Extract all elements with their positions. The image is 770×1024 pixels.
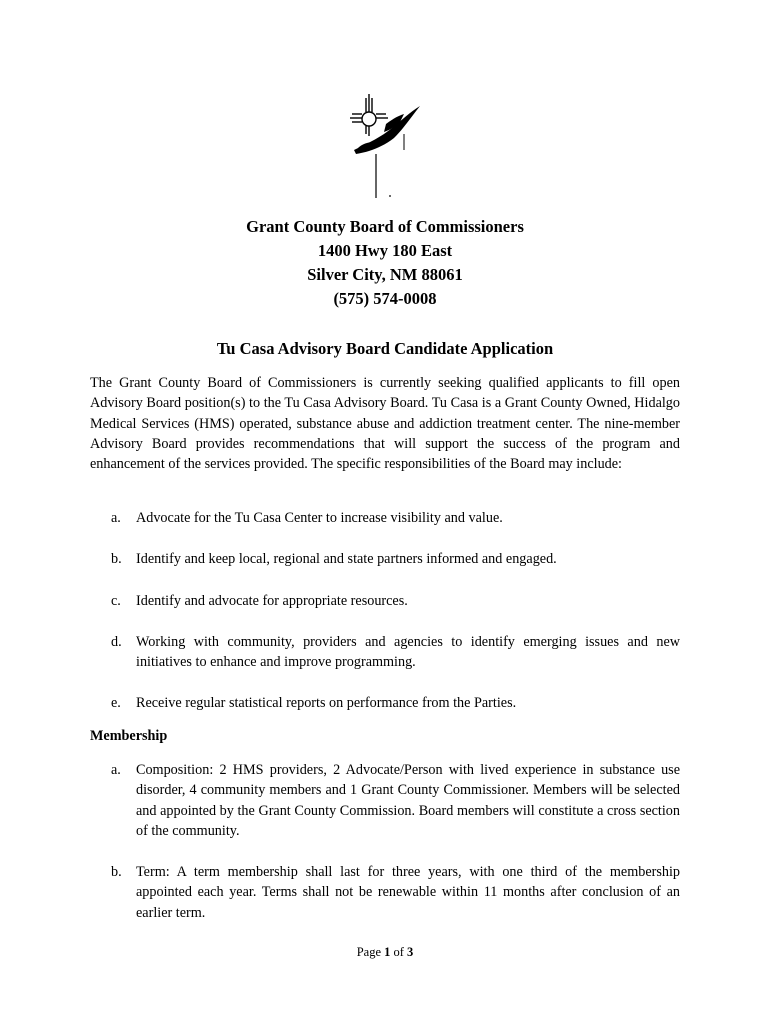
list-item: [90, 591, 680, 611]
page-footer: [0, 943, 770, 961]
list-item-text: Working with community, providers and agencies to identify emerging issues and new initiatives to enhance and improve programming.: [136, 633, 680, 671]
phone-number: (575) 574-0008: [333, 289, 437, 308]
intro-paragraph: The Grant County Board of Commissioners is currently seeking qualified applicants to fill open Advisory Board position(s) to the Tu Casa Advisory Board. Tu Casa is a Grant County Owned, Hidalgo Medical Services (HMS) operated, substance abuse and addiction treatment center. The nine-member Advisory Board provides recommendations that will support the success of the program and enhancement of the services provided. The specific responsibilities of the Board may include:: [90, 375, 680, 473]
list-item: [90, 862, 680, 923]
list-item-text: Composition: 2 HMS providers, 2 Advocate/Person with lived experience in substance use disorder, 4 community members and 1 Grant County Commissioner. Members will be selected and appointed by the Grant County Commission. Board members will constitute a cross section of the community.: [136, 762, 680, 839]
list-item-text: Identify and keep local, regional and state partners informed and engaged.: [136, 551, 557, 568]
list-item-text: Receive regular statistical reports on performance from the Parties.: [136, 695, 517, 712]
total-pages-number: 3: [407, 945, 414, 959]
list-item-text: Term: A term membership shall last for three years, with one third of the membership appointed each year. Terms shall not be renewable within 11 months after conclusion of an earlier term.: [136, 864, 680, 921]
address-line: 1400 Hwy 180 East: [317, 241, 453, 260]
list-letter: b.: [111, 864, 122, 881]
list-letter: a.: [111, 510, 121, 526]
list-item-text: Advocate for the Tu Casa Center to increase visibility and value.: [136, 510, 503, 526]
list-letter: c.: [111, 592, 121, 609]
list-letter: b.: [111, 551, 122, 568]
list-letter: d.: [111, 633, 122, 650]
current-page-number: 1: [384, 945, 391, 959]
list-item: [90, 632, 680, 673]
of-label: of: [390, 945, 408, 959]
city-state-zip: Silver City, NM 88061: [307, 265, 463, 284]
list-item-text: Identify and advocate for appropriate resources.: [136, 592, 408, 609]
membership-list: [90, 760, 680, 923]
list-item: [90, 760, 680, 841]
list-item: [90, 693, 680, 713]
list-letter: a.: [111, 762, 121, 778]
responsibilities-list: [90, 508, 680, 714]
county-seal-logo: [346, 88, 426, 200]
membership-heading: Membership: [90, 728, 168, 744]
header-block: [0, 215, 770, 311]
list-letter: e.: [111, 695, 121, 712]
list-item: [90, 549, 680, 569]
document-title: Tu Casa Advisory Board Candidate Application: [216, 339, 554, 358]
list-item: [90, 508, 680, 528]
organization-name: Grant County Board of Commissioners: [246, 217, 524, 236]
page-label: Page: [356, 945, 385, 959]
